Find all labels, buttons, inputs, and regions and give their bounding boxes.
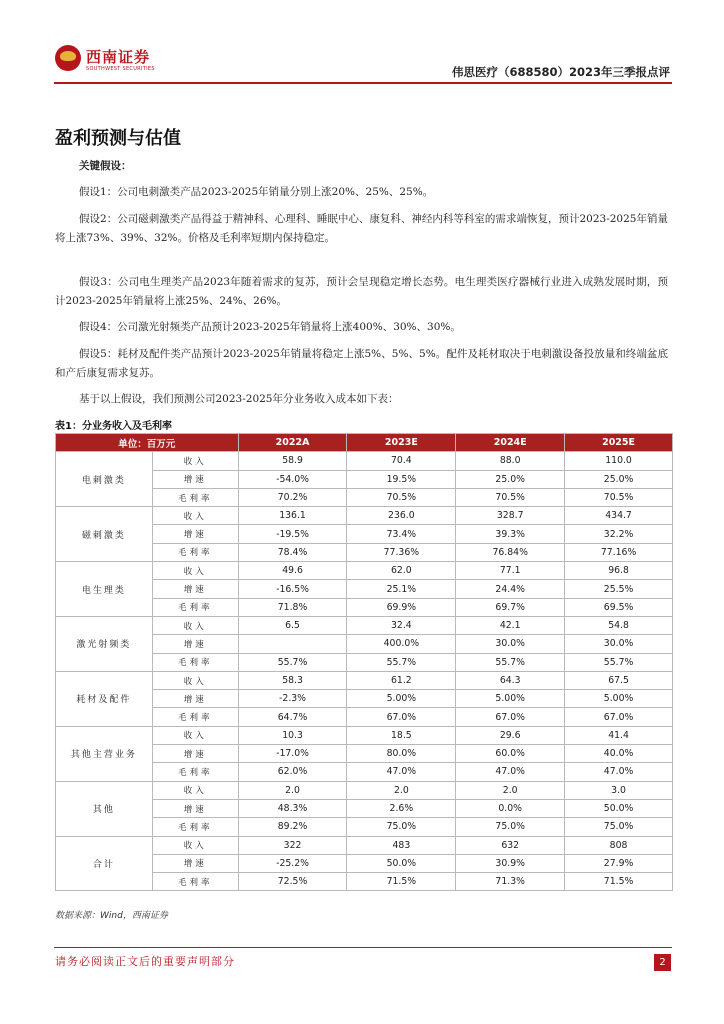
segment-name: 电刺激类 xyxy=(56,452,153,507)
segment-name: 电生理类 xyxy=(56,562,153,617)
value-cell: 0.0% xyxy=(456,799,565,817)
value-cell: 40.0% xyxy=(565,745,673,763)
value-cell xyxy=(238,635,347,653)
metric-label: 收入 xyxy=(152,452,238,470)
footer-divider xyxy=(54,947,672,948)
table-row xyxy=(56,781,673,799)
year-header: 2025E xyxy=(565,434,673,452)
assumption-4: 假设4：公司激光射频类产品预计2023-2025年销量将上涨400%、30%、30%。 xyxy=(79,321,461,333)
value-cell: 136.1 xyxy=(238,507,347,525)
value-cell: 77.16% xyxy=(565,543,673,561)
value-cell: 55.7% xyxy=(238,653,347,671)
value-cell: 2.6% xyxy=(347,799,456,817)
section-title: 盈利预测与估值 xyxy=(55,128,181,149)
value-cell: 55.7% xyxy=(565,653,673,671)
table-row xyxy=(56,616,673,634)
value-cell: 41.4 xyxy=(565,726,673,744)
header-divider xyxy=(54,82,672,84)
metric-label: 毛利率 xyxy=(152,763,238,781)
value-cell: 96.8 xyxy=(565,562,673,580)
logo-text: 西南证券 xyxy=(86,48,151,66)
value-cell: 71.5% xyxy=(565,873,673,891)
metric-label: 毛利率 xyxy=(152,818,238,836)
value-cell: 70.2% xyxy=(238,488,347,506)
metric-label: 毛利率 xyxy=(152,488,238,506)
table-row xyxy=(56,726,673,744)
table-header-row xyxy=(56,434,673,452)
page-number: 2 xyxy=(654,954,671,971)
value-cell: 328.7 xyxy=(456,507,565,525)
value-cell: -25.2% xyxy=(238,854,347,872)
segment-name: 其他 xyxy=(56,781,153,836)
metric-label: 收入 xyxy=(152,726,238,744)
value-cell: 25.5% xyxy=(565,580,673,598)
value-cell: 47.0% xyxy=(456,763,565,781)
segment-name: 耗材及配件 xyxy=(56,671,153,726)
value-cell: -19.5% xyxy=(238,525,347,543)
value-cell: 67.0% xyxy=(456,708,565,726)
assumption-2: 假设2：公司磁刺激类产品得益于精神科、心理科、睡眠中心、康复科、神经内科等科室的需求端恢复，预计2023-2025年销量将上涨73%、39%、32%。价格及毛利率短期内保持稳定。 xyxy=(55,213,668,244)
value-cell: 60.0% xyxy=(456,745,565,763)
value-cell: -16.5% xyxy=(238,580,347,598)
value-cell: 5.00% xyxy=(456,690,565,708)
value-cell: 236.0 xyxy=(347,507,456,525)
key-assumptions-label: 关键假设： xyxy=(79,160,132,172)
metric-label: 增速 xyxy=(152,799,238,817)
logo-icon xyxy=(55,45,81,71)
value-cell: 49.6 xyxy=(238,562,347,580)
value-cell: -2.3% xyxy=(238,690,347,708)
value-cell: 67.0% xyxy=(347,708,456,726)
value-cell: 29.6 xyxy=(456,726,565,744)
value-cell: 30.0% xyxy=(456,635,565,653)
value-cell: 54.8 xyxy=(565,616,673,634)
value-cell: 69.7% xyxy=(456,598,565,616)
assumption-1: 假设1：公司电刺激类产品2023-2025年销量分别上涨20%、25%、25%。 xyxy=(79,186,434,198)
value-cell: 75.0% xyxy=(347,818,456,836)
metric-label: 收入 xyxy=(152,781,238,799)
year-header: 2023E xyxy=(347,434,456,452)
value-cell: 50.0% xyxy=(347,854,456,872)
value-cell: 30.0% xyxy=(565,635,673,653)
value-cell: 30.9% xyxy=(456,854,565,872)
value-cell: 58.3 xyxy=(238,671,347,689)
unit-header: 单位：百万元 xyxy=(56,434,239,452)
value-cell: 71.5% xyxy=(347,873,456,891)
value-cell: 64.7% xyxy=(238,708,347,726)
metric-label: 增速 xyxy=(152,635,238,653)
value-cell: 73.4% xyxy=(347,525,456,543)
assumption-5: 假设5：耗材及配件类产品预计2023-2025年销量将稳定上涨5%、5%、5%。配件及耗材取决于电刺激设备投放量和终端盆底和产后康复需求复苏。 xyxy=(55,348,668,379)
value-cell: 70.4 xyxy=(347,452,456,470)
table-row xyxy=(56,562,673,580)
table-body xyxy=(56,452,673,891)
value-cell: 76.84% xyxy=(456,543,565,561)
table-row xyxy=(56,507,673,525)
value-cell: 5.00% xyxy=(347,690,456,708)
metric-label: 增速 xyxy=(152,745,238,763)
value-cell: 25.0% xyxy=(456,470,565,488)
value-cell: 2.0 xyxy=(347,781,456,799)
revenue-table xyxy=(55,433,673,891)
value-cell: 71.8% xyxy=(238,598,347,616)
value-cell: 19.5% xyxy=(347,470,456,488)
value-cell: 67.5 xyxy=(565,671,673,689)
value-cell: 25.1% xyxy=(347,580,456,598)
metric-label: 毛利率 xyxy=(152,598,238,616)
value-cell: 434.7 xyxy=(565,507,673,525)
value-cell: 88.0 xyxy=(456,452,565,470)
metric-label: 收入 xyxy=(152,507,238,525)
value-cell: 55.7% xyxy=(456,653,565,671)
table-row xyxy=(56,452,673,470)
table-row xyxy=(56,836,673,854)
value-cell: 78.4% xyxy=(238,543,347,561)
value-cell: 80.0% xyxy=(347,745,456,763)
value-cell: 3.0 xyxy=(565,781,673,799)
value-cell: 69.9% xyxy=(347,598,456,616)
value-cell: 70.5% xyxy=(456,488,565,506)
value-cell: 10.3 xyxy=(238,726,347,744)
metric-label: 毛利率 xyxy=(152,653,238,671)
value-cell: 64.3 xyxy=(456,671,565,689)
value-cell: 322 xyxy=(238,836,347,854)
metric-label: 毛利率 xyxy=(152,708,238,726)
year-header: 2022A xyxy=(238,434,347,452)
value-cell: 25.0% xyxy=(565,470,673,488)
value-cell: -54.0% xyxy=(238,470,347,488)
value-cell: 70.5% xyxy=(565,488,673,506)
value-cell: 18.5 xyxy=(347,726,456,744)
value-cell: 42.1 xyxy=(456,616,565,634)
value-cell: 5.00% xyxy=(565,690,673,708)
value-cell: 39.3% xyxy=(456,525,565,543)
value-cell: 2.0 xyxy=(238,781,347,799)
value-cell: 77.1 xyxy=(456,562,565,580)
value-cell: -17.0% xyxy=(238,745,347,763)
value-cell: 47.0% xyxy=(347,763,456,781)
year-header: 2024E xyxy=(456,434,565,452)
value-cell: 58.9 xyxy=(238,452,347,470)
value-cell: 32.2% xyxy=(565,525,673,543)
metric-label: 增速 xyxy=(152,690,238,708)
conclusion: 基于以上假设，我们预测公司2023-2025年分业务收入成本如下表： xyxy=(79,393,399,405)
value-cell: 27.9% xyxy=(565,854,673,872)
value-cell: 400.0% xyxy=(347,635,456,653)
segment-name: 其他主营业务 xyxy=(56,726,153,781)
value-cell: 70.5% xyxy=(347,488,456,506)
value-cell: 632 xyxy=(456,836,565,854)
value-cell: 24.4% xyxy=(456,580,565,598)
segment-name: 激光射频类 xyxy=(56,616,153,671)
metric-label: 收入 xyxy=(152,562,238,580)
metric-label: 收入 xyxy=(152,616,238,634)
metric-label: 收入 xyxy=(152,671,238,689)
value-cell: 48.3% xyxy=(238,799,347,817)
value-cell: 71.3% xyxy=(456,873,565,891)
footer-disclaimer: 请务必阅读正文后的重要声明部分 xyxy=(55,955,235,968)
value-cell: 62.0 xyxy=(347,562,456,580)
table-caption: 表1：分业务收入及毛利率 xyxy=(55,421,172,432)
metric-label: 增速 xyxy=(152,580,238,598)
table-row xyxy=(56,671,673,689)
value-cell: 50.0% xyxy=(565,799,673,817)
report-title: 伟思医疗（688580）2023年三季报点评 xyxy=(451,65,670,79)
metric-label: 增速 xyxy=(152,525,238,543)
value-cell: 67.0% xyxy=(565,708,673,726)
value-cell: 55.7% xyxy=(347,653,456,671)
value-cell: 483 xyxy=(347,836,456,854)
metric-label: 增速 xyxy=(152,470,238,488)
segment-name: 合计 xyxy=(56,836,153,891)
metric-label: 毛利率 xyxy=(152,543,238,561)
value-cell: 75.0% xyxy=(456,818,565,836)
value-cell: 47.0% xyxy=(565,763,673,781)
value-cell: 6.5 xyxy=(238,616,347,634)
value-cell: 77.36% xyxy=(347,543,456,561)
metric-label: 增速 xyxy=(152,854,238,872)
value-cell: 61.2 xyxy=(347,671,456,689)
data-source: 数据来源：Wind，西南证券 xyxy=(55,911,168,921)
value-cell: 2.0 xyxy=(456,781,565,799)
value-cell: 32.4 xyxy=(347,616,456,634)
value-cell: 62.0% xyxy=(238,763,347,781)
value-cell: 89.2% xyxy=(238,818,347,836)
assumption-3: 假设3：公司电生理类产品2023年随着需求的复苏，预计会呈现稳定增长态势。电生理类医疗器械行业进入成熟发展时期，预计2023-2025年销量将上涨25%、24%、26%。 xyxy=(55,276,668,307)
value-cell: 72.5% xyxy=(238,873,347,891)
value-cell: 69.5% xyxy=(565,598,673,616)
value-cell: 110.0 xyxy=(565,452,673,470)
metric-label: 收入 xyxy=(152,836,238,854)
logo-subtitle: SOUTHWEST SECURITIES xyxy=(86,66,155,72)
metric-label: 毛利率 xyxy=(152,873,238,891)
value-cell: 808 xyxy=(565,836,673,854)
value-cell: 75.0% xyxy=(565,818,673,836)
segment-name: 磁刺激类 xyxy=(56,507,153,562)
